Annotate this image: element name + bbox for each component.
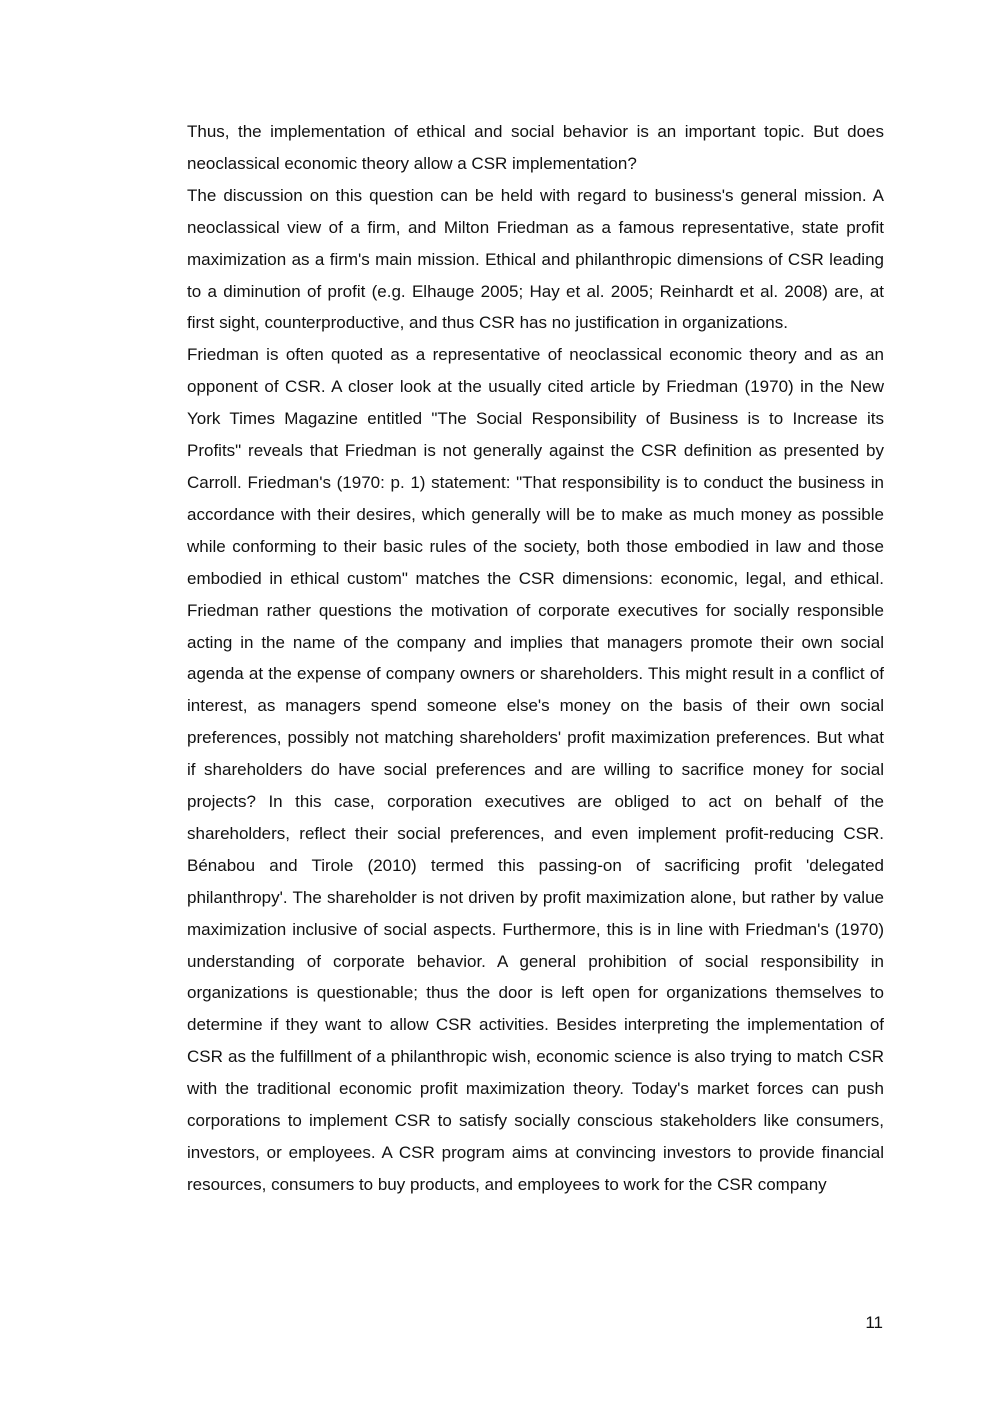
page-number: 11 (865, 1313, 883, 1332)
paragraph-1: Thus, the implementation of ethical and social behavior is an important topic. But does neoclassical economic theory allow a CSR implementation? (187, 122, 884, 173)
paragraph-3: Friedman is often quoted as a representative of neoclassical economic theory and as an opponent of CSR. A closer look at the usually cited article by Friedman (1970) in the New York Times Magazine entitled "The Social Responsibility of Business is to Increase its Profits" reveals that Friedman is not generally against the CSR definition as presented by Carroll. Friedman's (1970: p. 1) statement: "That responsibility is to conduct the business in accordance with their desires, which generally will be to make as much money as possible while conforming to their basic rules of the society, both those embodied in law and those embodied in ethical custom" matches the CSR dimensions: economic, legal, and ethical. Friedman rather questions the motivation of corporate executives for socially responsible acting in the name of the company and implies that managers promote their own social agenda at the expense of company owners or shareholders. This might result in a conflict of interest, as managers spend someone else's money on the basis of their own social preferences, possibly not matching shareholders' profit maximization preferences. But what if shareholders do have social preferences and are willing to sacrifice money for social projects? In this case, corporation executives are obliged to act on behalf of the shareholders, reflect their social preferences, and even implement profit-reducing CSR. Bénabou and Tirole (2010) termed this passing-on of sacrificing profit 'delegated philanthropy'. The shareholder is not driven by profit maximization alone, but rather by value maximization inclusive of social aspects. Furthermore, this is in line with Friedman's (1970) understanding of corporate behavior. A general prohibition of social responsibility in organizations is questionable; thus the door is left open for organizations themselves to determine if they want to allow CSR activities. Besides interpreting the implementation of CSR as the fulfillment of a philanthropic wish, economic science is also trying to match CSR with the traditional economic profit maximization theory. Today's market forces can push corporations to implement CSR to satisfy socially conscious stakeholders like consumers, investors, or employees. A CSR program aims at convincing investors to provide financial resources, consumers to buy products, and employees to work for the CSR company (187, 345, 884, 1194)
paragraph-2: The discussion on this question can be held with regard to business's general mission. A neoclassical view of a firm, and Milton Friedman as a famous representative, state profit maximization as a firm's main mission. Ethical and philanthropic dimensions of CSR leading to a diminution of profit (e.g. Elhauge 2005; Hay et al. 2005; Reinhardt et al. 2008) are, at first sight, counterproductive, and thus CSR has no justification in organizations. (187, 185, 884, 333)
body-text (187, 116, 884, 1201)
